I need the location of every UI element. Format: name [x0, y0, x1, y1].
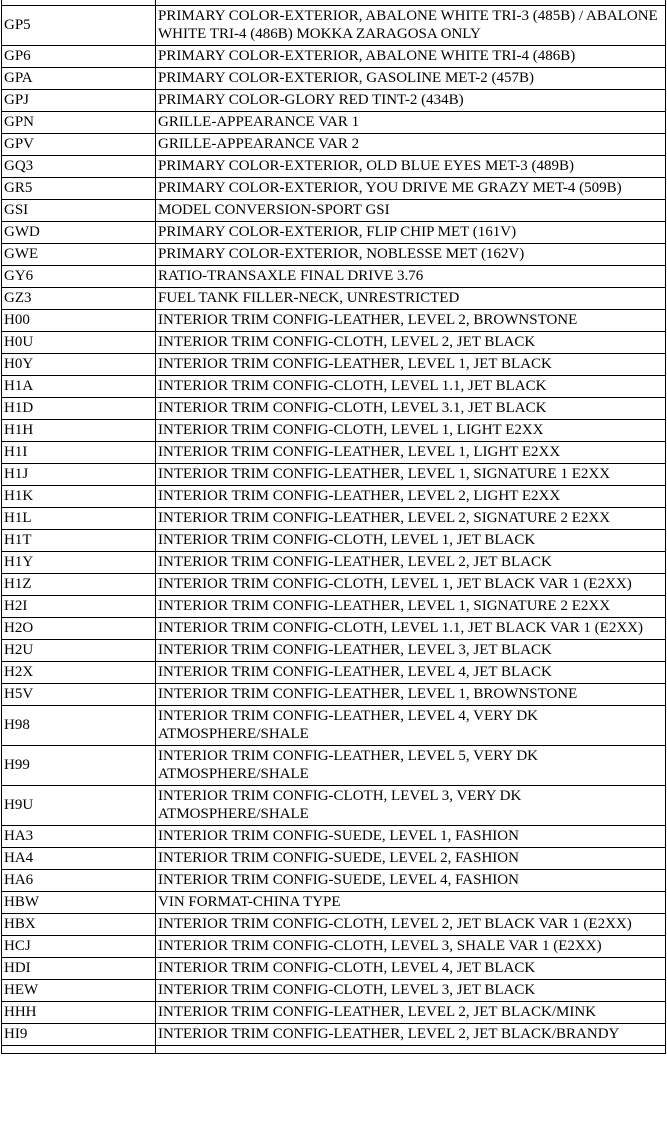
option-code-cell: GPJ [2, 90, 156, 112]
option-code-cell: H1Z [2, 574, 156, 596]
table-row [2, 354, 666, 376]
option-code-cell: HCJ [2, 936, 156, 958]
option-description-cell: INTERIOR TRIM CONFIG-SUEDE, LEVEL 4, FASHION [156, 870, 666, 892]
option-code-cell: GY6 [2, 266, 156, 288]
table-row [2, 574, 666, 596]
option-description-cell: INTERIOR TRIM CONFIG-CLOTH, LEVEL 2, JET BLACK [156, 332, 666, 354]
option-description-cell: INTERIOR TRIM CONFIG-CLOTH, LEVEL 2, JET BLACK VAR 1 (E2XX) [156, 914, 666, 936]
table-row [2, 848, 666, 870]
option-code-cell: GQ3 [2, 156, 156, 178]
option-description-cell: INTERIOR TRIM CONFIG-LEATHER, LEVEL 5, VERY DK ATMOSPHERE/SHALE [156, 746, 666, 786]
table-row [2, 1002, 666, 1024]
table-row [2, 266, 666, 288]
option-code-cell: HEW [2, 980, 156, 1002]
option-code-cell: GZ3 [2, 288, 156, 310]
option-code-cell: H1Y [2, 552, 156, 574]
option-code-cell [2, 1046, 156, 1054]
option-description-cell: INTERIOR TRIM CONFIG-SUEDE, LEVEL 2, FASHION [156, 848, 666, 870]
option-code-cell: H0Y [2, 354, 156, 376]
option-code-cell: H9U [2, 786, 156, 826]
table-row [2, 746, 666, 786]
table-row [2, 958, 666, 980]
option-description-cell: RATIO-TRANSAXLE FINAL DRIVE 3.76 [156, 266, 666, 288]
option-code-cell: H5V [2, 684, 156, 706]
option-description-cell: PRIMARY COLOR-EXTERIOR, NOBLESSE MET (162V) [156, 244, 666, 266]
table-row [2, 892, 666, 914]
table-row [2, 486, 666, 508]
option-code-cell: GSI [2, 200, 156, 222]
option-code-cell: H2I [2, 596, 156, 618]
option-description-cell: GRILLE-APPEARANCE VAR 2 [156, 134, 666, 156]
table-row [2, 706, 666, 746]
option-description-cell: INTERIOR TRIM CONFIG-CLOTH, LEVEL 1.1, JET BLACK [156, 376, 666, 398]
table-row [2, 46, 666, 68]
option-description-cell: INTERIOR TRIM CONFIG-LEATHER, LEVEL 4, VERY DK ATMOSPHERE/SHALE [156, 706, 666, 746]
option-description-cell: INTERIOR TRIM CONFIG-CLOTH, LEVEL 3, SHALE VAR 1 (E2XX) [156, 936, 666, 958]
option-description-cell: INTERIOR TRIM CONFIG-LEATHER, LEVEL 1, SIGNATURE 2 E2XX [156, 596, 666, 618]
option-code-cell: GPA [2, 68, 156, 90]
option-description-cell: INTERIOR TRIM CONFIG-LEATHER, LEVEL 1, SIGNATURE 1 E2XX [156, 464, 666, 486]
option-description-cell: PRIMARY COLOR-EXTERIOR, GASOLINE MET-2 (457B) [156, 68, 666, 90]
option-code-cell: H0U [2, 332, 156, 354]
option-code-cell: HDI [2, 958, 156, 980]
option-code-cell: H00 [2, 310, 156, 332]
table-row [2, 288, 666, 310]
option-code-cell: H1A [2, 376, 156, 398]
option-code-cell: H2U [2, 640, 156, 662]
option-code-cell: HA6 [2, 870, 156, 892]
option-description-cell: INTERIOR TRIM CONFIG-LEATHER, LEVEL 1, BROWNSTONE [156, 684, 666, 706]
table-row [2, 530, 666, 552]
option-description-cell: INTERIOR TRIM CONFIG-SUEDE, LEVEL 1, FASHION [156, 826, 666, 848]
option-description-cell: PRIMARY COLOR-EXTERIOR, OLD BLUE EYES MET-3 (489B) [156, 156, 666, 178]
option-code-cell: H98 [2, 706, 156, 746]
table-row [2, 618, 666, 640]
option-description-cell: INTERIOR TRIM CONFIG-LEATHER, LEVEL 3, JET BLACK [156, 640, 666, 662]
table-row [2, 156, 666, 178]
option-code-cell: GWD [2, 222, 156, 244]
table-row [2, 420, 666, 442]
option-code-cell: HA4 [2, 848, 156, 870]
table-row [2, 376, 666, 398]
table-row [2, 662, 666, 684]
option-code-cell: HBW [2, 892, 156, 914]
option-description-cell: PRIMARY COLOR-EXTERIOR, ABALONE WHITE TRI-4 (486B) [156, 46, 666, 68]
option-code-cell: GWE [2, 244, 156, 266]
option-description-cell: INTERIOR TRIM CONFIG-LEATHER, LEVEL 1, JET BLACK [156, 354, 666, 376]
option-code-cell: GPN [2, 112, 156, 134]
option-description-cell: INTERIOR TRIM CONFIG-CLOTH, LEVEL 1, JET BLACK [156, 530, 666, 552]
option-description-cell [156, 1046, 666, 1054]
table-row [2, 786, 666, 826]
option-code-cell: HHH [2, 1002, 156, 1024]
option-code-cell: GR5 [2, 178, 156, 200]
table-row [2, 310, 666, 332]
option-description-cell: INTERIOR TRIM CONFIG-LEATHER, LEVEL 2, BROWNSTONE [156, 310, 666, 332]
option-code-cell: H1D [2, 398, 156, 420]
option-description-cell: FUEL TANK FILLER-NECK, UNRESTRICTED [156, 288, 666, 310]
option-code-cell: H2X [2, 662, 156, 684]
option-description-cell: MODEL CONVERSION-SPORT GSI [156, 200, 666, 222]
table-row [2, 552, 666, 574]
table-row [2, 980, 666, 1002]
option-code-cell: HBX [2, 914, 156, 936]
option-code-cell: H1K [2, 486, 156, 508]
table-row [2, 68, 666, 90]
option-code-table-body [2, 0, 666, 1054]
option-description-cell: INTERIOR TRIM CONFIG-LEATHER, LEVEL 1, LIGHT E2XX [156, 442, 666, 464]
option-code-cell: H99 [2, 746, 156, 786]
option-code-cell: GP6 [2, 46, 156, 68]
table-row [2, 244, 666, 266]
option-description-cell: INTERIOR TRIM CONFIG-CLOTH, LEVEL 3, VERY DK ATMOSPHERE/SHALE [156, 786, 666, 826]
option-code-cell: HI9 [2, 1024, 156, 1046]
option-code-cell: H1L [2, 508, 156, 530]
option-description-cell: INTERIOR TRIM CONFIG-LEATHER, LEVEL 2, JET BLACK [156, 552, 666, 574]
option-description-cell: INTERIOR TRIM CONFIG-CLOTH, LEVEL 1, JET BLACK VAR 1 (E2XX) [156, 574, 666, 596]
option-description-cell: PRIMARY COLOR-GLORY RED TINT-2 (434B) [156, 90, 666, 112]
option-description-cell: INTERIOR TRIM CONFIG-LEATHER, LEVEL 2, JET BLACK/BRANDY [156, 1024, 666, 1046]
table-row [2, 90, 666, 112]
table-row [2, 936, 666, 958]
option-code-cell: GP5 [2, 6, 156, 46]
table-row [2, 134, 666, 156]
table-row [2, 914, 666, 936]
table-row [2, 1024, 666, 1046]
table-row [2, 1046, 666, 1054]
option-code-cell: H1I [2, 442, 156, 464]
option-description-cell: INTERIOR TRIM CONFIG-CLOTH, LEVEL 1.1, JET BLACK VAR 1 (E2XX) [156, 618, 666, 640]
option-code-cell: GPV [2, 134, 156, 156]
option-description-cell: INTERIOR TRIM CONFIG-LEATHER, LEVEL 2, JET BLACK/MINK [156, 1002, 666, 1024]
table-row [2, 640, 666, 662]
option-description-cell: INTERIOR TRIM CONFIG-CLOTH, LEVEL 1, LIGHT E2XX [156, 420, 666, 442]
option-description-cell: INTERIOR TRIM CONFIG-LEATHER, LEVEL 4, JET BLACK [156, 662, 666, 684]
option-description-cell: INTERIOR TRIM CONFIG-CLOTH, LEVEL 3.1, JET BLACK [156, 398, 666, 420]
table-row [2, 112, 666, 134]
option-code-cell: HA3 [2, 826, 156, 848]
option-description-cell: PRIMARY COLOR-EXTERIOR, YOU DRIVE ME GRAZY MET-4 (509B) [156, 178, 666, 200]
table-row [2, 508, 666, 530]
table-row [2, 464, 666, 486]
option-description-cell: INTERIOR TRIM CONFIG-CLOTH, LEVEL 4, JET BLACK [156, 958, 666, 980]
option-description-cell: INTERIOR TRIM CONFIG-CLOTH, LEVEL 3, JET BLACK [156, 980, 666, 1002]
table-row [2, 826, 666, 848]
table-row [2, 442, 666, 464]
option-description-cell: INTERIOR TRIM CONFIG-LEATHER, LEVEL 2, SIGNATURE 2 E2XX [156, 508, 666, 530]
option-code-cell: H1J [2, 464, 156, 486]
option-code-cell: H1T [2, 530, 156, 552]
option-description-cell: PRIMARY COLOR-EXTERIOR, ABALONE WHITE TRI-3 (485B) / ABALONE WHITE TRI-4 (486B) MOKKA ZARAGOSA ONLY [156, 6, 666, 46]
option-description-cell: INTERIOR TRIM CONFIG-LEATHER, LEVEL 2, LIGHT E2XX [156, 486, 666, 508]
table-row [2, 178, 666, 200]
table-row [2, 222, 666, 244]
table-row [2, 332, 666, 354]
table-row [2, 684, 666, 706]
table-row [2, 6, 666, 46]
table-row [2, 398, 666, 420]
option-description-cell: GRILLE-APPEARANCE VAR 1 [156, 112, 666, 134]
option-code-table [1, 0, 666, 1054]
table-row [2, 870, 666, 892]
option-description-cell: VIN FORMAT-CHINA TYPE [156, 892, 666, 914]
option-description-cell: PRIMARY COLOR-EXTERIOR, FLIP CHIP MET (161V) [156, 222, 666, 244]
option-code-cell: H1H [2, 420, 156, 442]
table-row [2, 200, 666, 222]
option-code-cell: H2O [2, 618, 156, 640]
table-row [2, 596, 666, 618]
